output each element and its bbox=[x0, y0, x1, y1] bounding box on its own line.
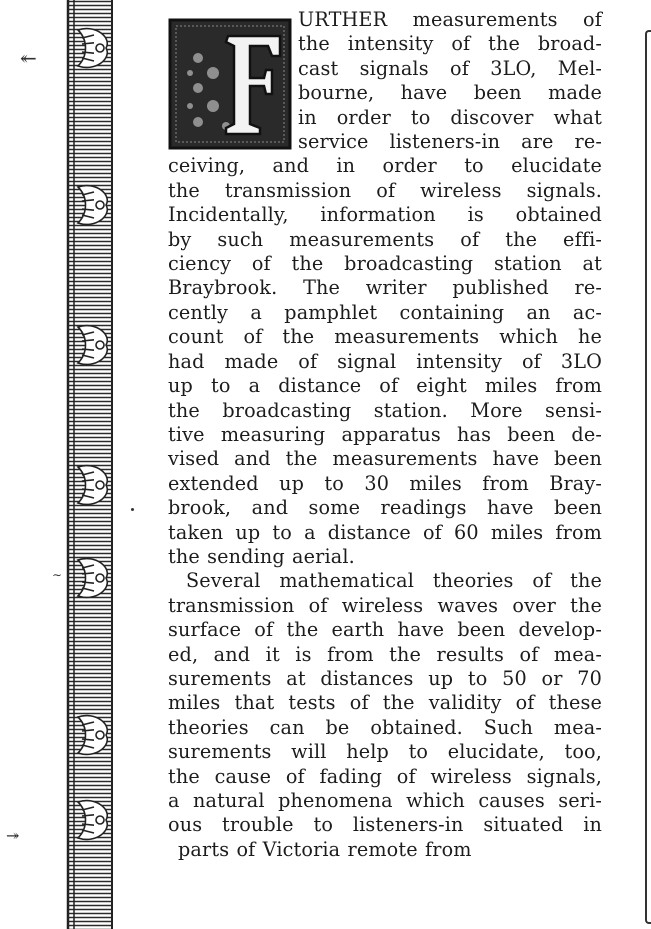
text-line: bourne, have been made bbox=[298, 81, 602, 105]
ink-speck bbox=[131, 508, 134, 511]
text-line: miles that tests of the validity of these bbox=[168, 691, 602, 715]
text-line: up to a distance of eight miles from bbox=[168, 374, 602, 398]
article-body bbox=[168, 8, 602, 862]
text-line: a natural phenomena which causes seri- bbox=[168, 789, 602, 812]
text-line: by such measurements of the effi- bbox=[168, 227, 602, 251]
text-line: surements will help to elucidate, too, bbox=[168, 740, 602, 764]
text-line: parts of Victoria remote from bbox=[178, 837, 472, 861]
text-line: extended up to 30 miles from Bray- bbox=[168, 471, 602, 495]
text-line: the intensity of the broad- bbox=[298, 32, 602, 56]
text-line: in order to discover what bbox=[298, 105, 602, 129]
text-line: tive measuring apparatus has been de- bbox=[168, 422, 602, 446]
text-line: vised and the measurements have been bbox=[168, 447, 602, 471]
scroll-curl bbox=[96, 731, 104, 739]
text-line: had made of signal intensity of 3LO bbox=[168, 349, 602, 373]
margin-mark: ∼ bbox=[52, 568, 63, 582]
text-line: the cause of fading of wireless signals, bbox=[168, 764, 602, 788]
text-line: Braybrook. The writer published re- bbox=[168, 276, 602, 300]
scroll-curl bbox=[96, 574, 104, 582]
margin-mark: ↞ bbox=[20, 46, 37, 70]
text-line: Incidentally, information is obtained bbox=[168, 203, 602, 227]
paragraph-1 bbox=[168, 154, 602, 569]
text-line: the broadcasting station. More sensi- bbox=[168, 398, 602, 422]
text-line: ciency of the broadcasting station at bbox=[168, 252, 602, 276]
ornamental-border bbox=[66, 0, 116, 929]
text-line: brook, and some readings have been bbox=[168, 496, 602, 520]
scroll-curl bbox=[96, 201, 104, 209]
text-line: ed, and it is from the results of mea- bbox=[168, 642, 602, 666]
scroll-curl bbox=[96, 816, 104, 824]
text-line: taken up to a distance of 60 miles from bbox=[168, 520, 602, 544]
scroll-curl bbox=[96, 44, 104, 52]
text-line: URTHER measurements of bbox=[298, 8, 602, 31]
text-line: surements at distances up to 50 or 70 bbox=[168, 666, 602, 690]
text-line: theories can be obtained. Such mea- bbox=[168, 715, 602, 739]
scroll-curl bbox=[96, 481, 104, 489]
text-line: count of the measurements which he bbox=[168, 325, 602, 349]
text-line: surface of the earth have been develop- bbox=[168, 618, 602, 642]
text-line: ceiving, and in order to elucidate bbox=[168, 154, 602, 178]
text-line: the sending aerial. bbox=[168, 544, 355, 568]
column-rule bbox=[645, 30, 651, 924]
drop-cap-lines bbox=[298, 8, 602, 154]
text-line: ous trouble to listeners-in situated in bbox=[168, 813, 602, 837]
text-line: cently a pamphlet containing an ac- bbox=[168, 300, 602, 324]
margin-mark: ↠ bbox=[6, 826, 20, 845]
text-line: service listeners-in are re- bbox=[298, 130, 602, 154]
text-line: cast signals of 3LO, Mel- bbox=[298, 56, 602, 80]
text-line: the transmission of wireless signals. bbox=[168, 178, 602, 202]
text-line: Several mathematical theories of the bbox=[186, 569, 602, 593]
paragraph-2 bbox=[168, 569, 602, 862]
text-line: transmission of wireless waves over the bbox=[168, 593, 602, 617]
scroll-curl bbox=[96, 341, 104, 349]
drop-cap bbox=[168, 18, 292, 150]
